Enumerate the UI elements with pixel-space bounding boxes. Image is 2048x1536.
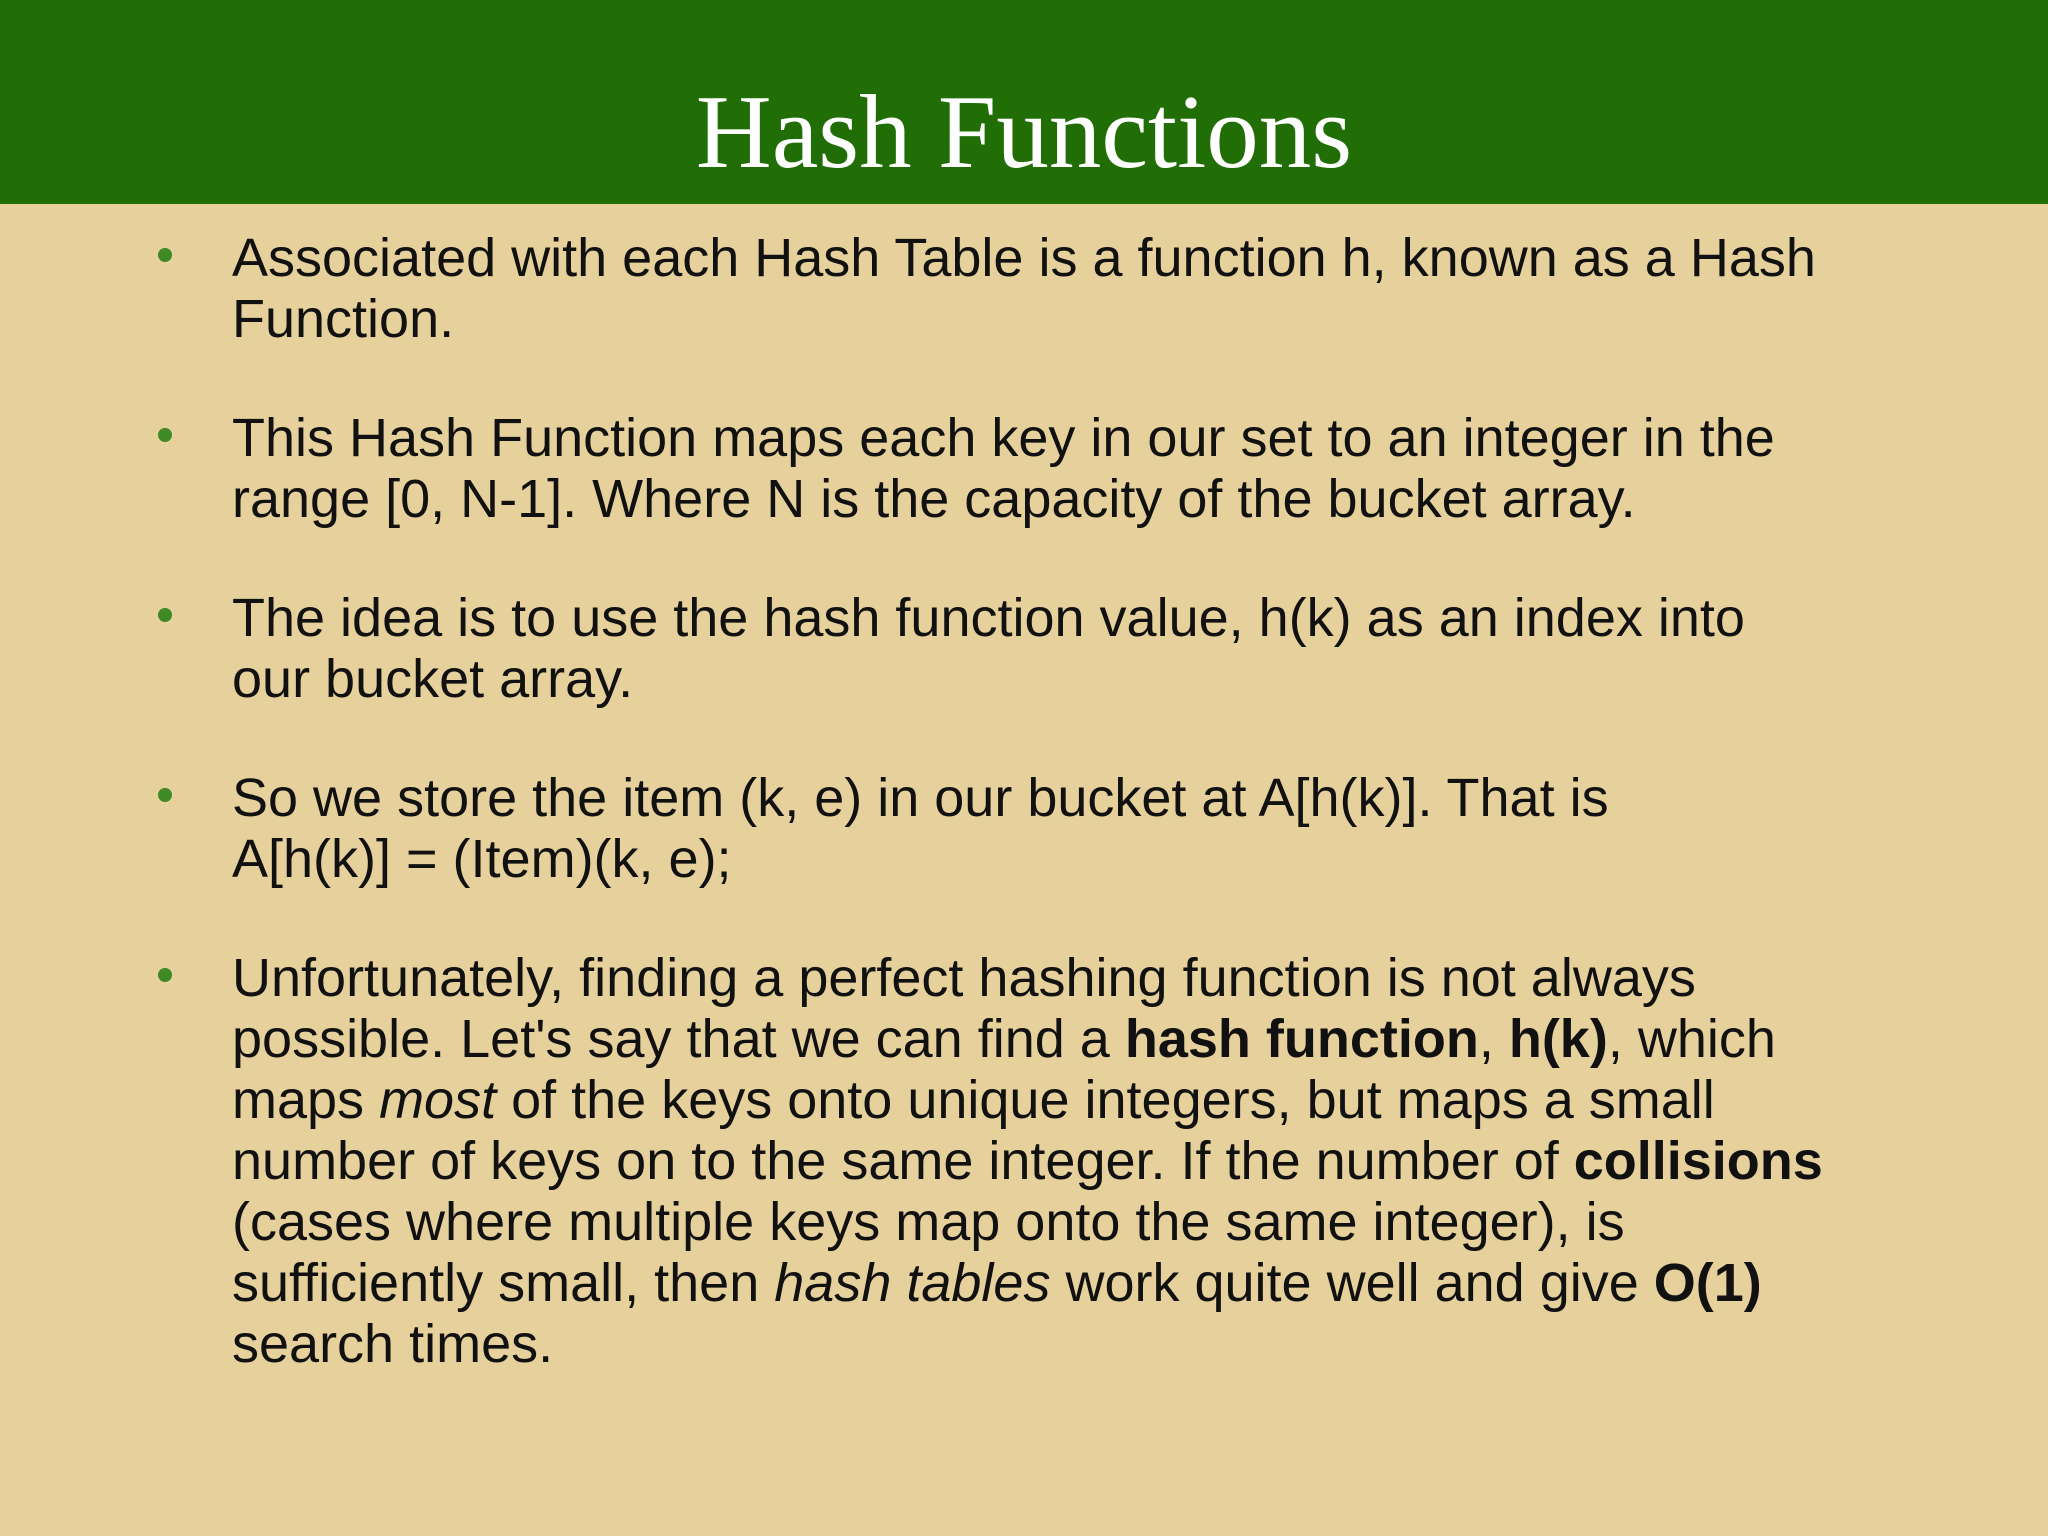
bullet-item	[0, 588, 2048, 718]
bullet-text	[232, 768, 1732, 890]
bullet-item	[0, 768, 2048, 898]
bullet-text	[232, 228, 1832, 350]
bullet-dot-icon	[158, 608, 172, 622]
bullet-segment: of the keys onto unique integers, but maps a small number of keys on to the same integer. If the number of	[232, 1070, 1715, 1191]
bullet-item	[0, 228, 2048, 358]
bold-term: hash function	[1124, 1009, 1479, 1069]
bullet-dot-icon	[158, 788, 172, 802]
bullet-segment: So we store the item (k, e) in our bucket at A[h(k)]. That is A[h(k)] = (Item)(k, e);	[232, 768, 1609, 889]
bullet-segment: Unfortunately, finding a perfect hashing function is not always possible. Let's say that we can find a	[232, 948, 1696, 1069]
bold-term: O(1)	[1653, 1253, 1762, 1313]
bullet-text	[232, 588, 1832, 710]
title-bar	[0, 0, 2048, 204]
bullet-segment: , which maps	[232, 1009, 1776, 1130]
italic-term: most	[379, 1070, 497, 1130]
bullet-text	[232, 948, 1832, 1375]
bullet-item	[0, 408, 2048, 538]
bullet-dot-icon	[158, 968, 172, 982]
bullet-dot-icon	[158, 248, 172, 262]
italic-term: hash tables	[774, 1253, 1051, 1313]
bullet-segment: (cases where multiple keys map onto the same integer), is sufficiently small, then	[232, 1192, 1625, 1313]
bullet-segment: The idea is to use the hash function value, h(k) as an index into our bucket array.	[232, 588, 1745, 709]
bullet-segment: search times.	[232, 1314, 554, 1374]
slide-title: Hash Functions	[695, 73, 1353, 190]
bullet-segment: ,	[1478, 1009, 1509, 1069]
bold-term: h(k)	[1508, 1009, 1608, 1069]
bullet-dot-icon	[158, 428, 172, 442]
bullet-segment: work quite well and give	[1050, 1253, 1654, 1313]
bullet-segment: Associated with each Hash Table is a function h, known as a Hash Function.	[232, 228, 1816, 349]
bullet-segment: This Hash Function maps each key in our set to an integer in the range [0, N-1]. Where N is the capacity of the bucket array.	[232, 408, 1775, 529]
bullet-text	[232, 408, 1872, 530]
bullet-item	[0, 948, 2048, 1398]
bold-term: collisions	[1573, 1131, 1823, 1191]
